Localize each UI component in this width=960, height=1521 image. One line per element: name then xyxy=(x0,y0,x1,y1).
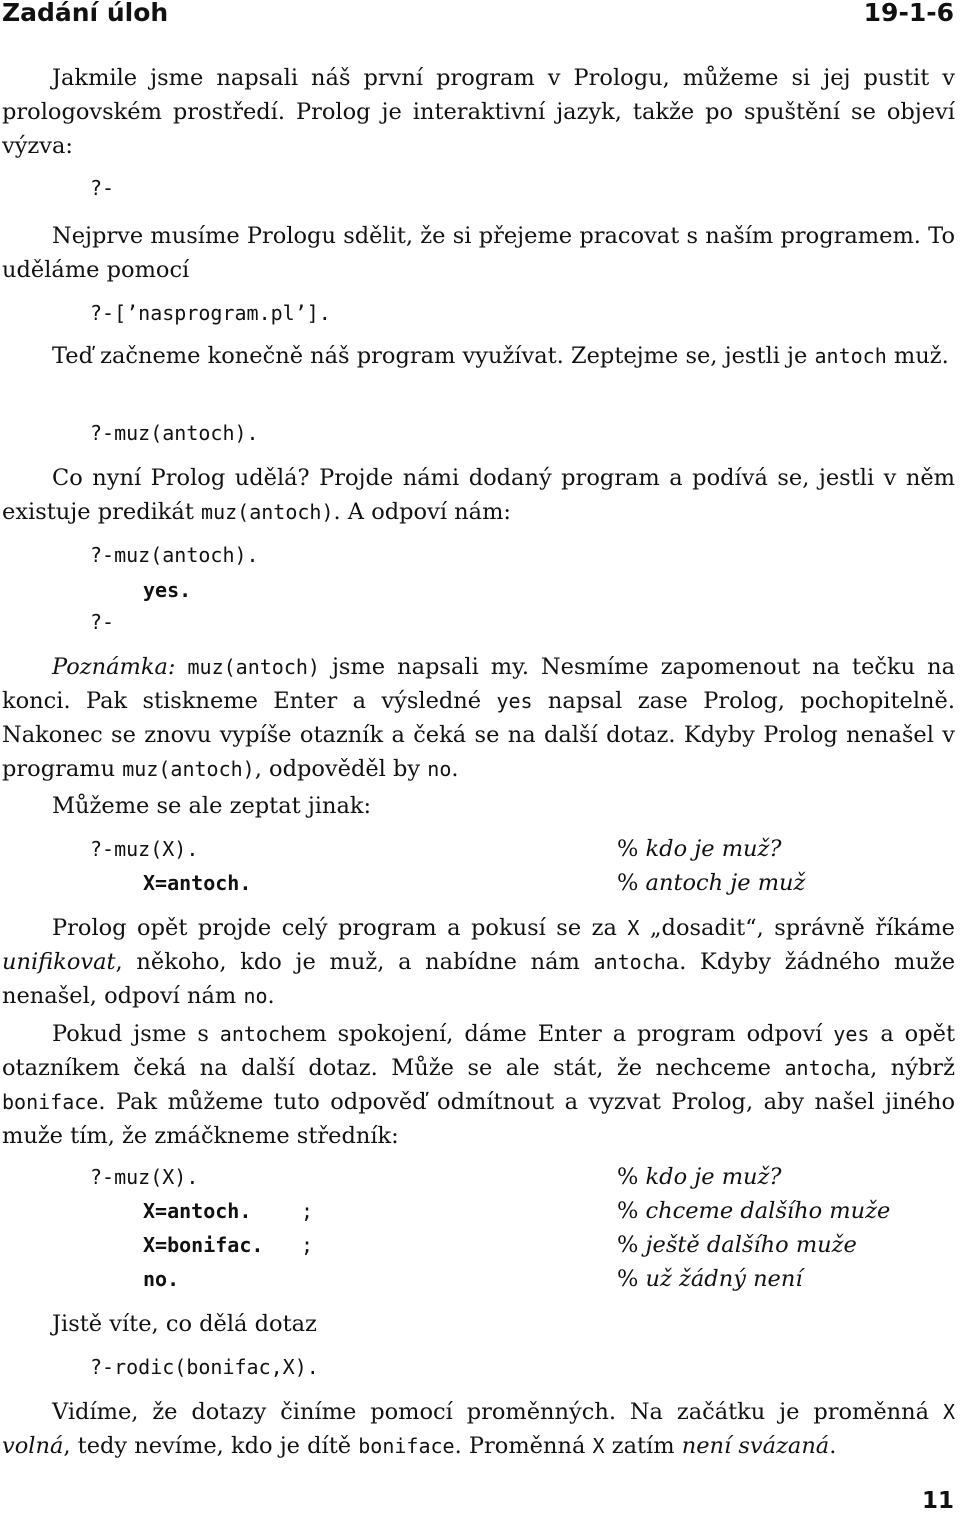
paragraph-query-intro xyxy=(2,339,955,373)
page-number: 11 xyxy=(921,1488,954,1514)
code-semicolon: ; xyxy=(301,1199,314,1223)
comment-text: antoch je muž xyxy=(638,870,806,896)
code-answer-yes: yes. xyxy=(143,578,192,602)
paragraph-consult: Nejprve musíme Prologu sdělit, že si přejeme pracovat s naším programem. To uděláme pomocí xyxy=(2,223,955,283)
paragraph-variables xyxy=(2,1395,955,1463)
text: Prolog opět projde celý program a pokusí se za xyxy=(52,915,628,941)
text: napsal zase Prolog, pochopitelně. Nakonec se znovu vypíše otazník a čeká se na další dotaz. Kdyby Prolog nenašel v programu xyxy=(2,688,955,782)
paragraph-explanation xyxy=(2,461,955,529)
code-answer-bonifac: X=bonifac. xyxy=(143,1233,264,1257)
note-label: Poznámka: xyxy=(52,654,176,680)
code-query: ?-muz(antoch). xyxy=(90,421,259,445)
code-answer-antoch: X=antoch. xyxy=(143,1199,252,1223)
comment-text: už žádný není xyxy=(638,1266,803,1292)
text: Pokud jsme s xyxy=(52,1021,220,1047)
header-section-number: 19-1-6 xyxy=(863,0,954,27)
paragraph-intro: Jakmile jsme napsali náš první program v Prologu, můžeme si jej pustit v prologovském prostředí. Prolog je interaktivní jazyk, takže po spuštění se objeví výzva: xyxy=(2,65,955,159)
inline-code: boniface xyxy=(358,1434,455,1458)
code-rodic-query: ?-rodic(bonifac,X). xyxy=(90,1355,319,1379)
inline-code: muz(antoch) xyxy=(187,655,320,679)
text: Teď začneme konečně náš program využívat. Zeptejme se, jestli je xyxy=(52,343,815,369)
paragraph-semicolon xyxy=(2,1017,955,1153)
text: „dosadit“, správně říkáme xyxy=(639,915,955,941)
text: Co nyní Prolog udělá? Projde námi dodaný program a podívá se, jestli v něm existuje predikát xyxy=(2,465,955,525)
text: , někoho, kdo je muž, a nabídne nám xyxy=(115,949,594,975)
inline-code: no xyxy=(427,757,452,781)
paragraph-ask-otherwise: Můžeme se ale zeptat jinak: xyxy=(52,793,372,819)
text: em spokojení, dáme Enter a program odpoví xyxy=(292,1021,834,1047)
italic-term: volná xyxy=(2,1433,64,1459)
comment-sign: % xyxy=(617,870,639,896)
code-answer-no: no. xyxy=(143,1267,180,1291)
inline-code: yes xyxy=(833,1022,870,1046)
code-variable-answer: X=antoch. xyxy=(143,871,252,895)
text: muž. xyxy=(886,343,949,369)
comment-sign: % xyxy=(617,1266,639,1292)
comment-who-is-man-2 xyxy=(617,1160,781,1194)
inline-code: yes xyxy=(496,689,533,713)
comment-text: chceme dalšího muže xyxy=(638,1198,891,1224)
header-title: Zadání úloh xyxy=(2,0,169,27)
code-semicolon: ; xyxy=(301,1233,314,1257)
inline-code: muz(antoch) xyxy=(201,500,334,524)
inline-code: X xyxy=(942,1400,955,1424)
text: jsme napsali my. Nesmíme zapomenout na tečku na konci. Pak stiskneme Enter a výsledné xyxy=(2,654,956,714)
italic-term: není svázaná xyxy=(681,1433,830,1459)
inline-code: no xyxy=(243,984,268,1008)
text: Vidíme, že dotazy činíme pomocí proměnných. Na začátku je proměnná xyxy=(52,1399,943,1425)
comment-sign: % xyxy=(617,1198,639,1224)
comment-no-more xyxy=(617,1262,803,1296)
text: zatím xyxy=(604,1433,682,1459)
comment-sign: % xyxy=(617,836,639,862)
text: . xyxy=(267,983,275,1009)
inline-code: antoch xyxy=(814,344,887,368)
comment-text: kdo je muž? xyxy=(638,1164,782,1190)
code-consult: ?-[’nasprogram.pl’]. xyxy=(90,301,331,325)
comment-text: ještě dalšího muže xyxy=(638,1232,857,1258)
inline-code: muz(antoch) xyxy=(122,757,255,781)
text: . xyxy=(451,756,459,782)
italic-term: unifikovat xyxy=(2,949,116,975)
code-variable-query-2: ?-muz(X). xyxy=(90,1165,199,1189)
text: . Proměnná xyxy=(454,1433,593,1459)
comment-want-another xyxy=(617,1194,890,1228)
paragraph-note xyxy=(2,650,955,786)
paragraph-question: Jistě víte, co dělá dotaz xyxy=(52,1311,317,1337)
inline-code: antoch xyxy=(593,950,666,974)
inline-code: antoch xyxy=(219,1022,293,1046)
inline-code: X xyxy=(592,1434,605,1458)
comment-text: kdo je muž? xyxy=(638,836,782,862)
inline-code: antoch xyxy=(784,1056,857,1080)
comment-yet-another xyxy=(617,1228,857,1262)
code-variable-query: ?-muz(X). xyxy=(90,837,199,861)
text: . xyxy=(829,1433,837,1459)
comment-sign: % xyxy=(617,1232,639,1258)
text: , odpověděl by xyxy=(254,756,428,782)
code-prompt: ?- xyxy=(90,176,115,200)
inline-code: X xyxy=(627,916,640,940)
text: a. Kdyby žádného muže nenašel, odpoví nám xyxy=(2,949,956,1009)
text: . Pak můžeme tuto odpověď odmítnout a vyzvat Prolog, aby našel jiného muže tím, že zmáčkneme středník: xyxy=(2,1089,955,1149)
inline-code: boniface xyxy=(2,1090,99,1114)
comment-antoch-is-man xyxy=(617,866,805,900)
paragraph-unification xyxy=(2,911,955,1013)
code-query-repeat: ?-muz(antoch). xyxy=(90,543,259,567)
text: . A odpoví nám: xyxy=(333,499,511,525)
comment-sign: % xyxy=(617,1164,639,1190)
code-prompt-again: ?- xyxy=(90,610,115,634)
comment-who-is-man xyxy=(617,832,781,866)
text: , tedy nevíme, kdo je dítě xyxy=(63,1433,359,1459)
text: a, nýbrž xyxy=(856,1055,955,1081)
text: a opět otazníkem čeká na další dotaz. Může se ale stát, že nechceme xyxy=(2,1021,955,1081)
